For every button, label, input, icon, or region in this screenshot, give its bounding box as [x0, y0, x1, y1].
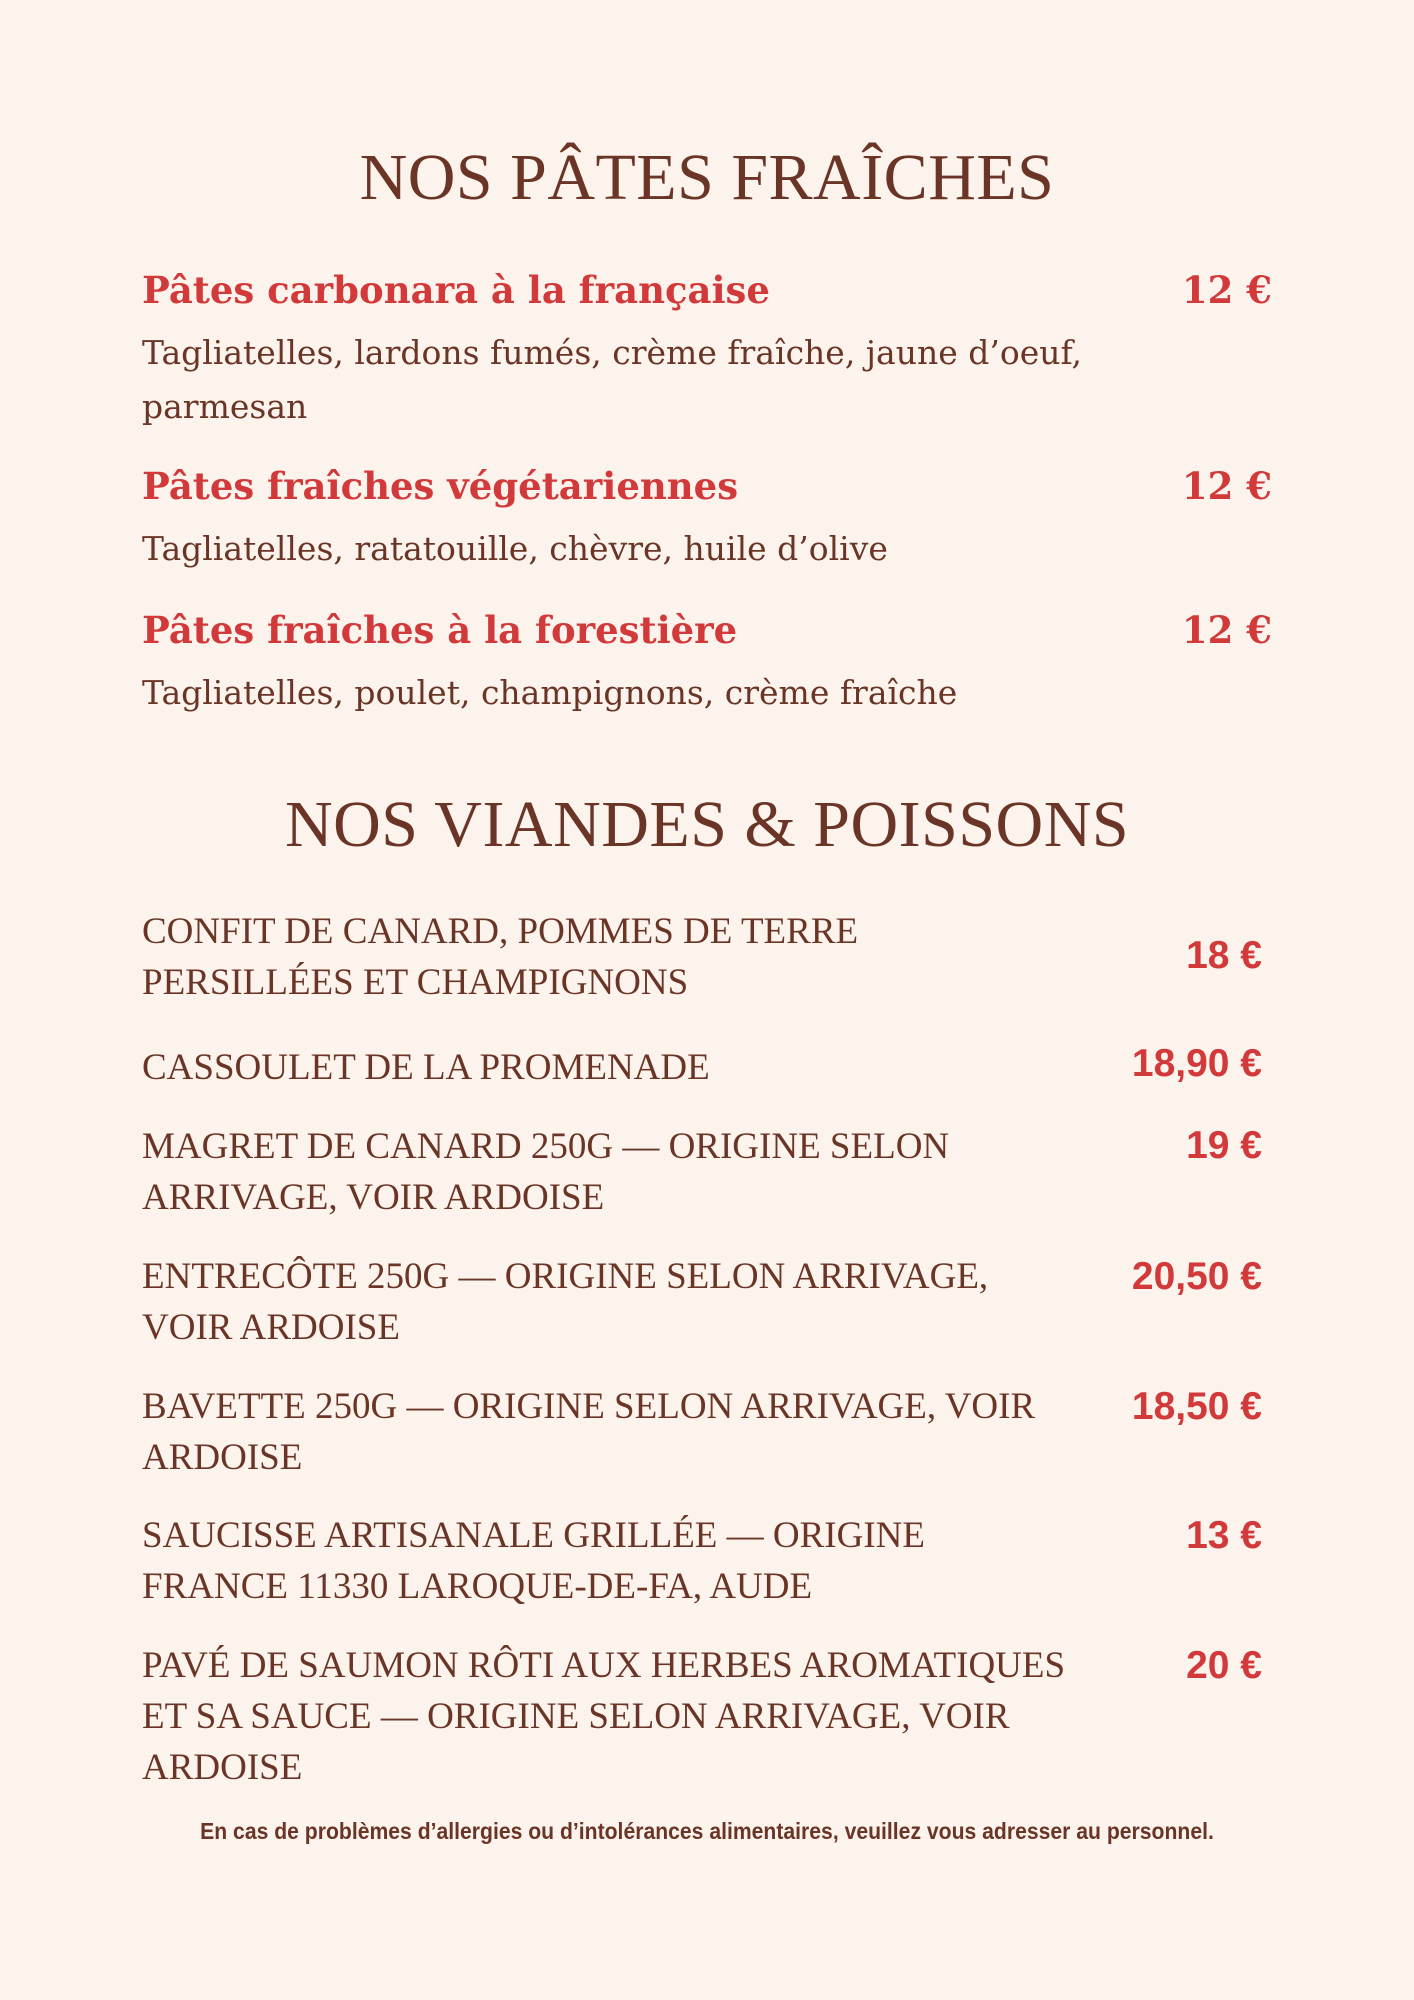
menu-item-price: 20,50 €: [1131, 1255, 1262, 1298]
menu-item-price: 12 €: [1181, 268, 1272, 312]
menu-item-price: 12 €: [1181, 608, 1272, 652]
section-title-pasta: NOS PÂTES FRAÎCHES: [359, 141, 1055, 214]
section-title-meats: NOS VIANDES & POISSONS: [284, 788, 1130, 861]
menu-item-description: Tagliatelles, lardons fumés, crème fraîche, jaune d’oeuf, parmesan: [142, 333, 1083, 426]
menu-item-name: SAUCISSE ARTISANALE GRILLÉE — ORIGINE FRANCE 11330 LAROQUE-DE-FA, AUDE: [142, 1515, 925, 1607]
menu-item-price: 18,90 €: [1131, 1042, 1262, 1085]
menu-item-description: Tagliatelles, ratatouille, chèvre, huile d’olive: [142, 529, 888, 568]
menu-item-price: 12 €: [1181, 464, 1272, 508]
menu-item-price: 19 €: [1186, 1124, 1262, 1167]
menu-item-name: CASSOULET DE LA PROMENADE: [142, 1047, 710, 1088]
menu-item-description: Tagliatelles, poulet, champignons, crème fraîche: [142, 673, 958, 712]
menu-item-price: 18 €: [1186, 934, 1262, 977]
menu-item-price: 20 €: [1186, 1644, 1262, 1687]
menu-item-name: ENTRECÔTE 250G — ORIGINE SELON ARRIVAGE, VOIR ARDOISE: [142, 1256, 989, 1348]
menu-item-name: CONFIT DE CANARD, POMMES DE TERRE PERSILLÉES ET CHAMPIGNONS: [142, 911, 859, 1003]
menu-item-name: PAVÉ DE SAUMON RÔTI AUX HERBES AROMATIQUES ET SA SAUCE — ORIGINE SELON ARRIVAGE, VOIR ARDOISE: [142, 1645, 1066, 1788]
menu-item-name: MAGRET DE CANARD 250G — ORIGINE SELON ARRIVAGE, VOIR ARDOISE: [142, 1126, 950, 1218]
menu-item-name: BAVETTE 250G — ORIGINE SELON ARRIVAGE, VOIR ARDOISE: [142, 1386, 1036, 1478]
allergy-notice: En cas de problèmes d’allergies ou d’intolérances alimentaires, veuillez vous adresser au personnel.: [200, 1818, 1214, 1844]
menu-item-name: Pâtes fraîches à la forestière: [142, 608, 738, 652]
menu-item-price: 18,50 €: [1131, 1385, 1262, 1428]
menu-item-price: 13 €: [1186, 1514, 1262, 1557]
menu-item-name: Pâtes carbonara à la française: [142, 268, 770, 312]
menu-item-name: Pâtes fraîches végétariennes: [142, 464, 739, 508]
